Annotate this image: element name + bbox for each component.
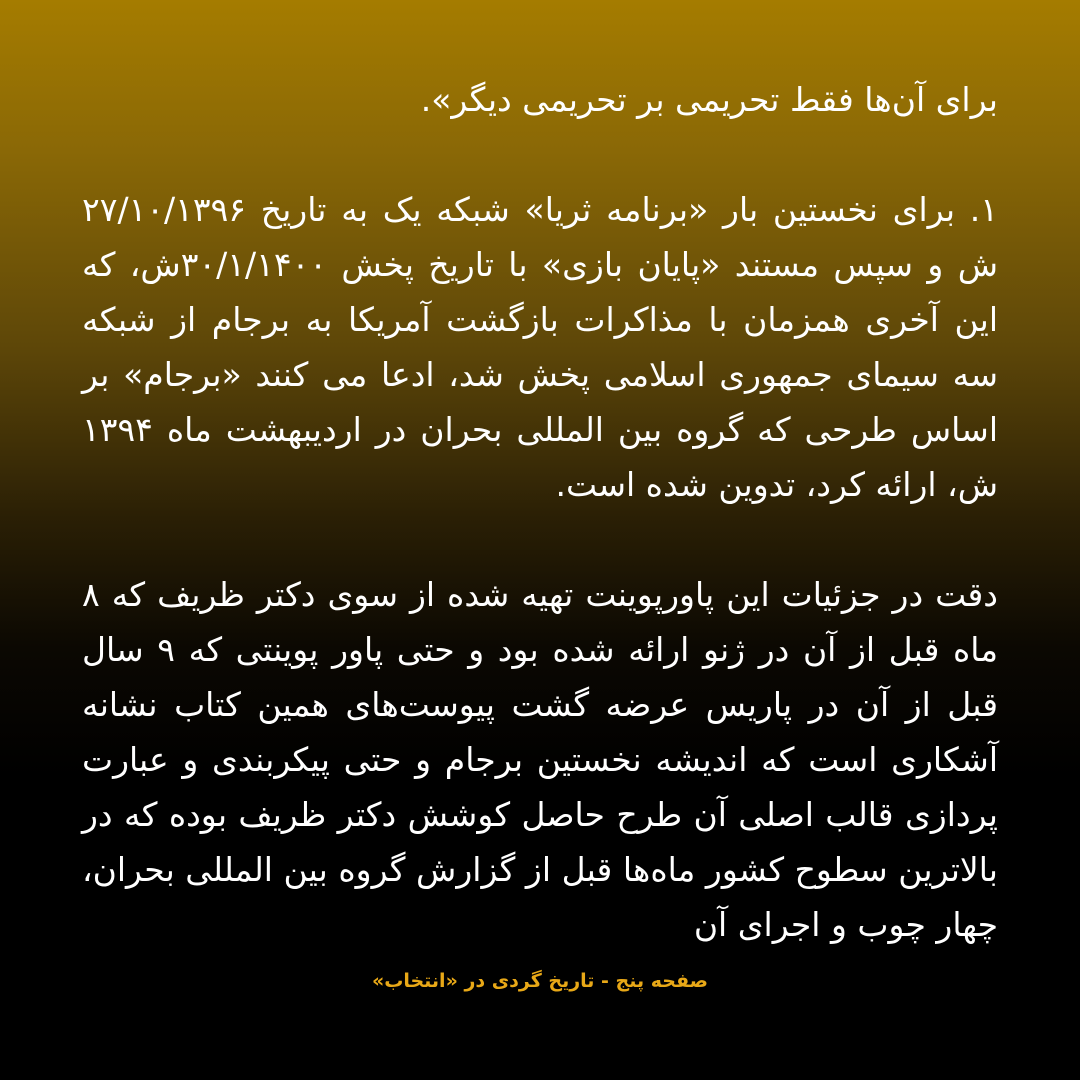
paragraph-intro: برای آن‌ها فقط تحریمی بر تحریمی دیگر». [420, 80, 998, 119]
paragraph-footnote-1: ۱. برای نخستین بار «برنامه ثریا» شبکه یک به تاریخ ۲۷/۱۰/۱۳۹۶ ش و سپس مستند «پایان بازی» با تاریخ پخش ۳۰/۱/۱۴۰۰ش، که این آخری همزمان با مذاکرات بازگشت آمریکا به برجام از شبکه سه سیمای جمهوری اسلامی پخش شد، ادعا می کنند «برجام» بر اساس طرحی که گروه بین المللی بحران در اردیبهشت ماه ۱۳۹۴ ش، ارائه کرد، تدوین شده است. [82, 190, 999, 504]
footer-caption: صفحه پنج - تاریخ گردی در «انتخاب» [371, 970, 709, 992]
paragraph-details: دقت در جزئیات این پاورپوینت تهیه شده از سوی دکتر ظریف که ۸ ماه قبل از آن در ژنو ارائه شده بود و حتی پاور پوینتی که ۹ سال قبل از آن در پاریس عرضه گشت پیوست‌های همین کتاب نشانه آشکاری است که اندیشه نخستین برجام و حتی پیکربندی و عبارت پردازی قالب اصلی آن طرح حاصل کوشش دکتر ظریف بوده که در بالاترین سطوح کشور ماه‌ها قبل از گزارش گروه بین المللی بحران، چهار چوب و اجرای آن [82, 575, 999, 944]
article-body [82, 72, 998, 1008]
